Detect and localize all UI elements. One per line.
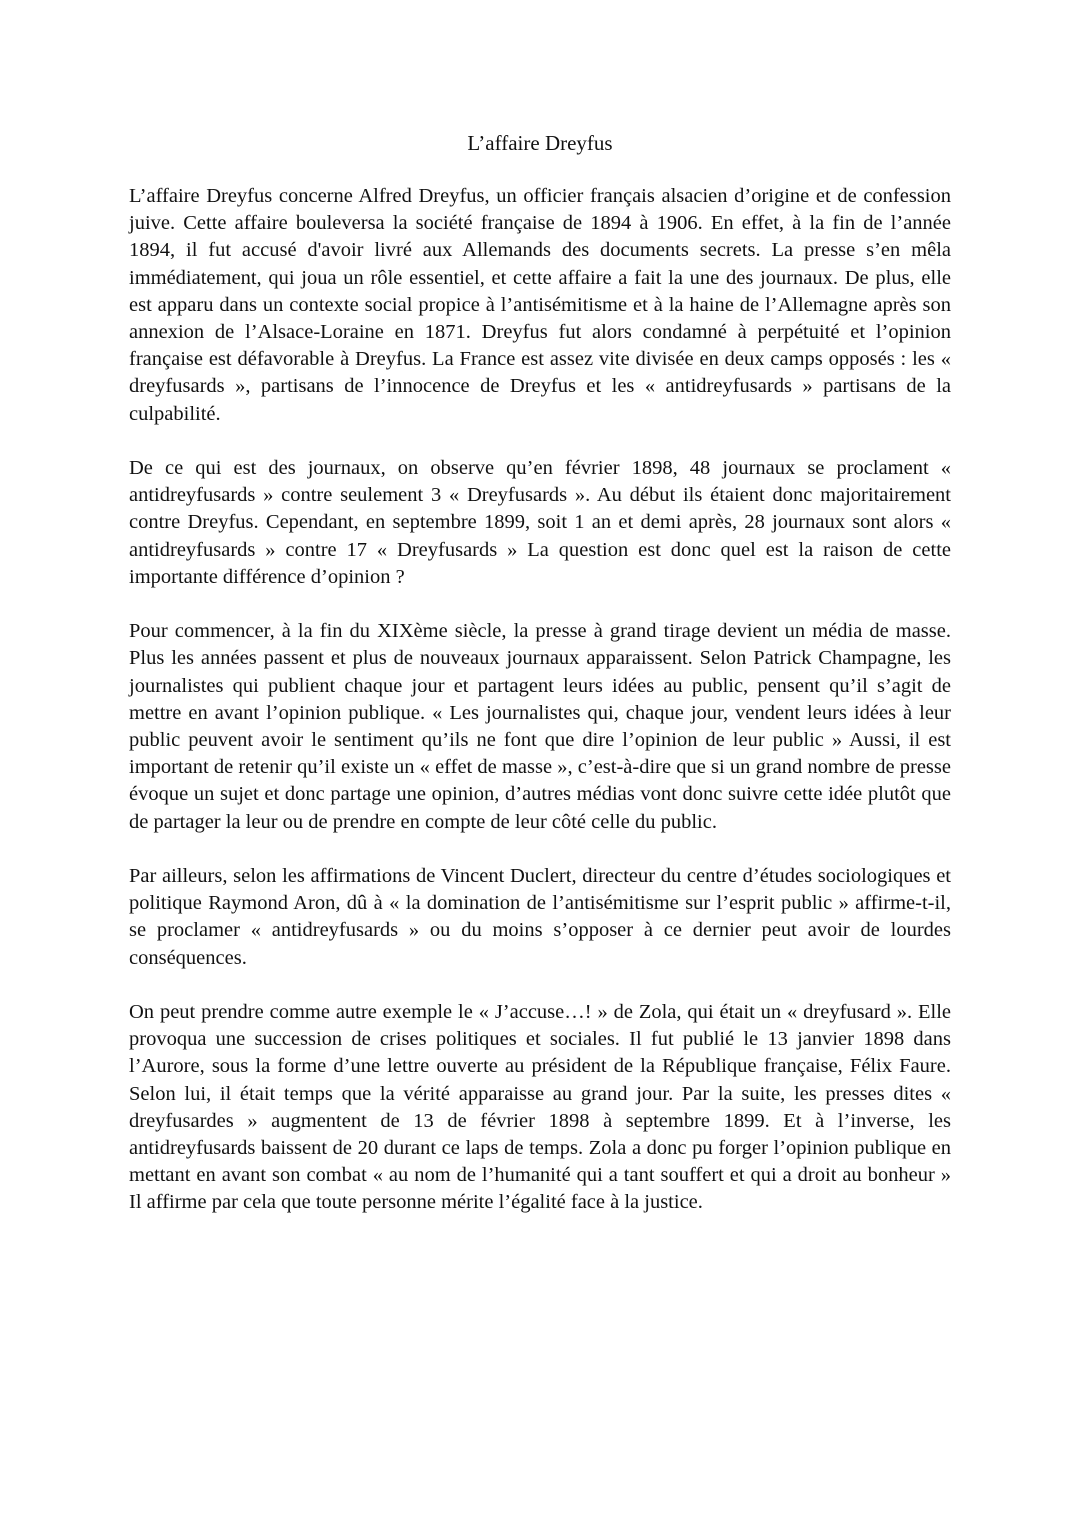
paragraph-zola: On peut prendre comme autre exemple le « J’accuse…! » de Zola, qui était un « dreyfusard ». Elle provoqua une succession de crises politiques et sociales. Il fut publié le 13 janvier 1898 dans l’Aurore, sous la forme d’une lettre ouverte au président de la République française, Félix Faure. Selon lui, il était temps que la vérité apparaisse au grand jour. Par la suite, les presses dites « dreyfusardes » augmentent de 13 de février 1898 à septembre 1899. Et à l’inverse, les antidreyfusards baissent de 20 durant ce laps de temps. Zola a donc pu forger l’opinion publique en mettant en avant son combat « au nom de l’humanité qui a tant souffert et qui a droit au bonheur » Il affirme par cela que toute personne mérite l’égalité face à la justice. — [129, 1001, 951, 1214]
document-body — [129, 183, 951, 1244]
paragraph-mass-media: Pour commencer, à la fin du XIXème siècle, la presse à grand tirage devient un média de masse. Plus les années passent et plus de nouveaux journaux apparaissent. Selon Patrick Champagne, les journalistes qui publient chaque jour et partagent leurs idées au public, pensent qu’il s’agit de mettre en avant l’opinion publique. « Les journalistes qui, chaque jour, vendent leurs idées à leur public peuvent avoir le sentiment qu’ils ne font que dire l’opinion de leur public » Aussi, il est important de retenir qu’il existe un « effet de masse », c’est-à-dire que si un grand nombre de presse évoque un sujet et donc partage une opinion, d’autres médias vont donc suivre cette idée plutôt que de partager la leur ou de prendre en compte de leur côté celle du public. — [129, 620, 951, 833]
document-title: L’affaire Dreyfus — [467, 131, 613, 155]
paragraph-newspapers: De ce qui est des journaux, on observe qu’en février 1898, 48 journaux se proclament « antidreyfusards » contre seulement 3 « Dreyfusards ». Au début ils étaient donc majoritairement contre Dreyfus. Cependant, en septembre 1899, soit 1 an et demi après, 28 journaux sont alors « antidreyfusards » contre 17 « Dreyfusards » La question est donc quel est la raison de cette importante différence d’opinion ? — [129, 457, 951, 588]
paragraph-intro: L’affaire Dreyfus concerne Alfred Dreyfus, un officier français alsacien d’origine et de confession juive. Cette affaire bouleversa la société française de 1894 à 1906. En effet, à la fin de l’année 1894, il fut accusé d'avoir livré aux Allemands des documents secrets. La presse s’en mêla immédiatement, qui joua un rôle essentiel, et cette affaire a fait la une des journaux. De plus, elle est apparu dans un contexte social propice à l’antisémitisme et à la haine de l’Allemagne après son annexion de l’Alsace-Loraine en 1871. Dreyfus fut alors condamné à perpétuité et l’opinion française est défavorable à Dreyfus. La France est assez vite divisée en deux camps opposés : les « dreyfusards », partisans de l’innocence de Dreyfus et les « antidreyfusards » partisans de la culpabilité. — [129, 185, 951, 425]
paragraph-duclert: Par ailleurs, selon les affirmations de Vincent Duclert, directeur du centre d’études sociologiques et politique Raymond Aron, dû à « la domination de l’antisémitisme sur l’esprit public » affirme-t-il, se proclamer « antidreyfusards » ou du moins s’opposer à ce dernier peut avoir de lourdes conséquences. — [129, 865, 951, 969]
